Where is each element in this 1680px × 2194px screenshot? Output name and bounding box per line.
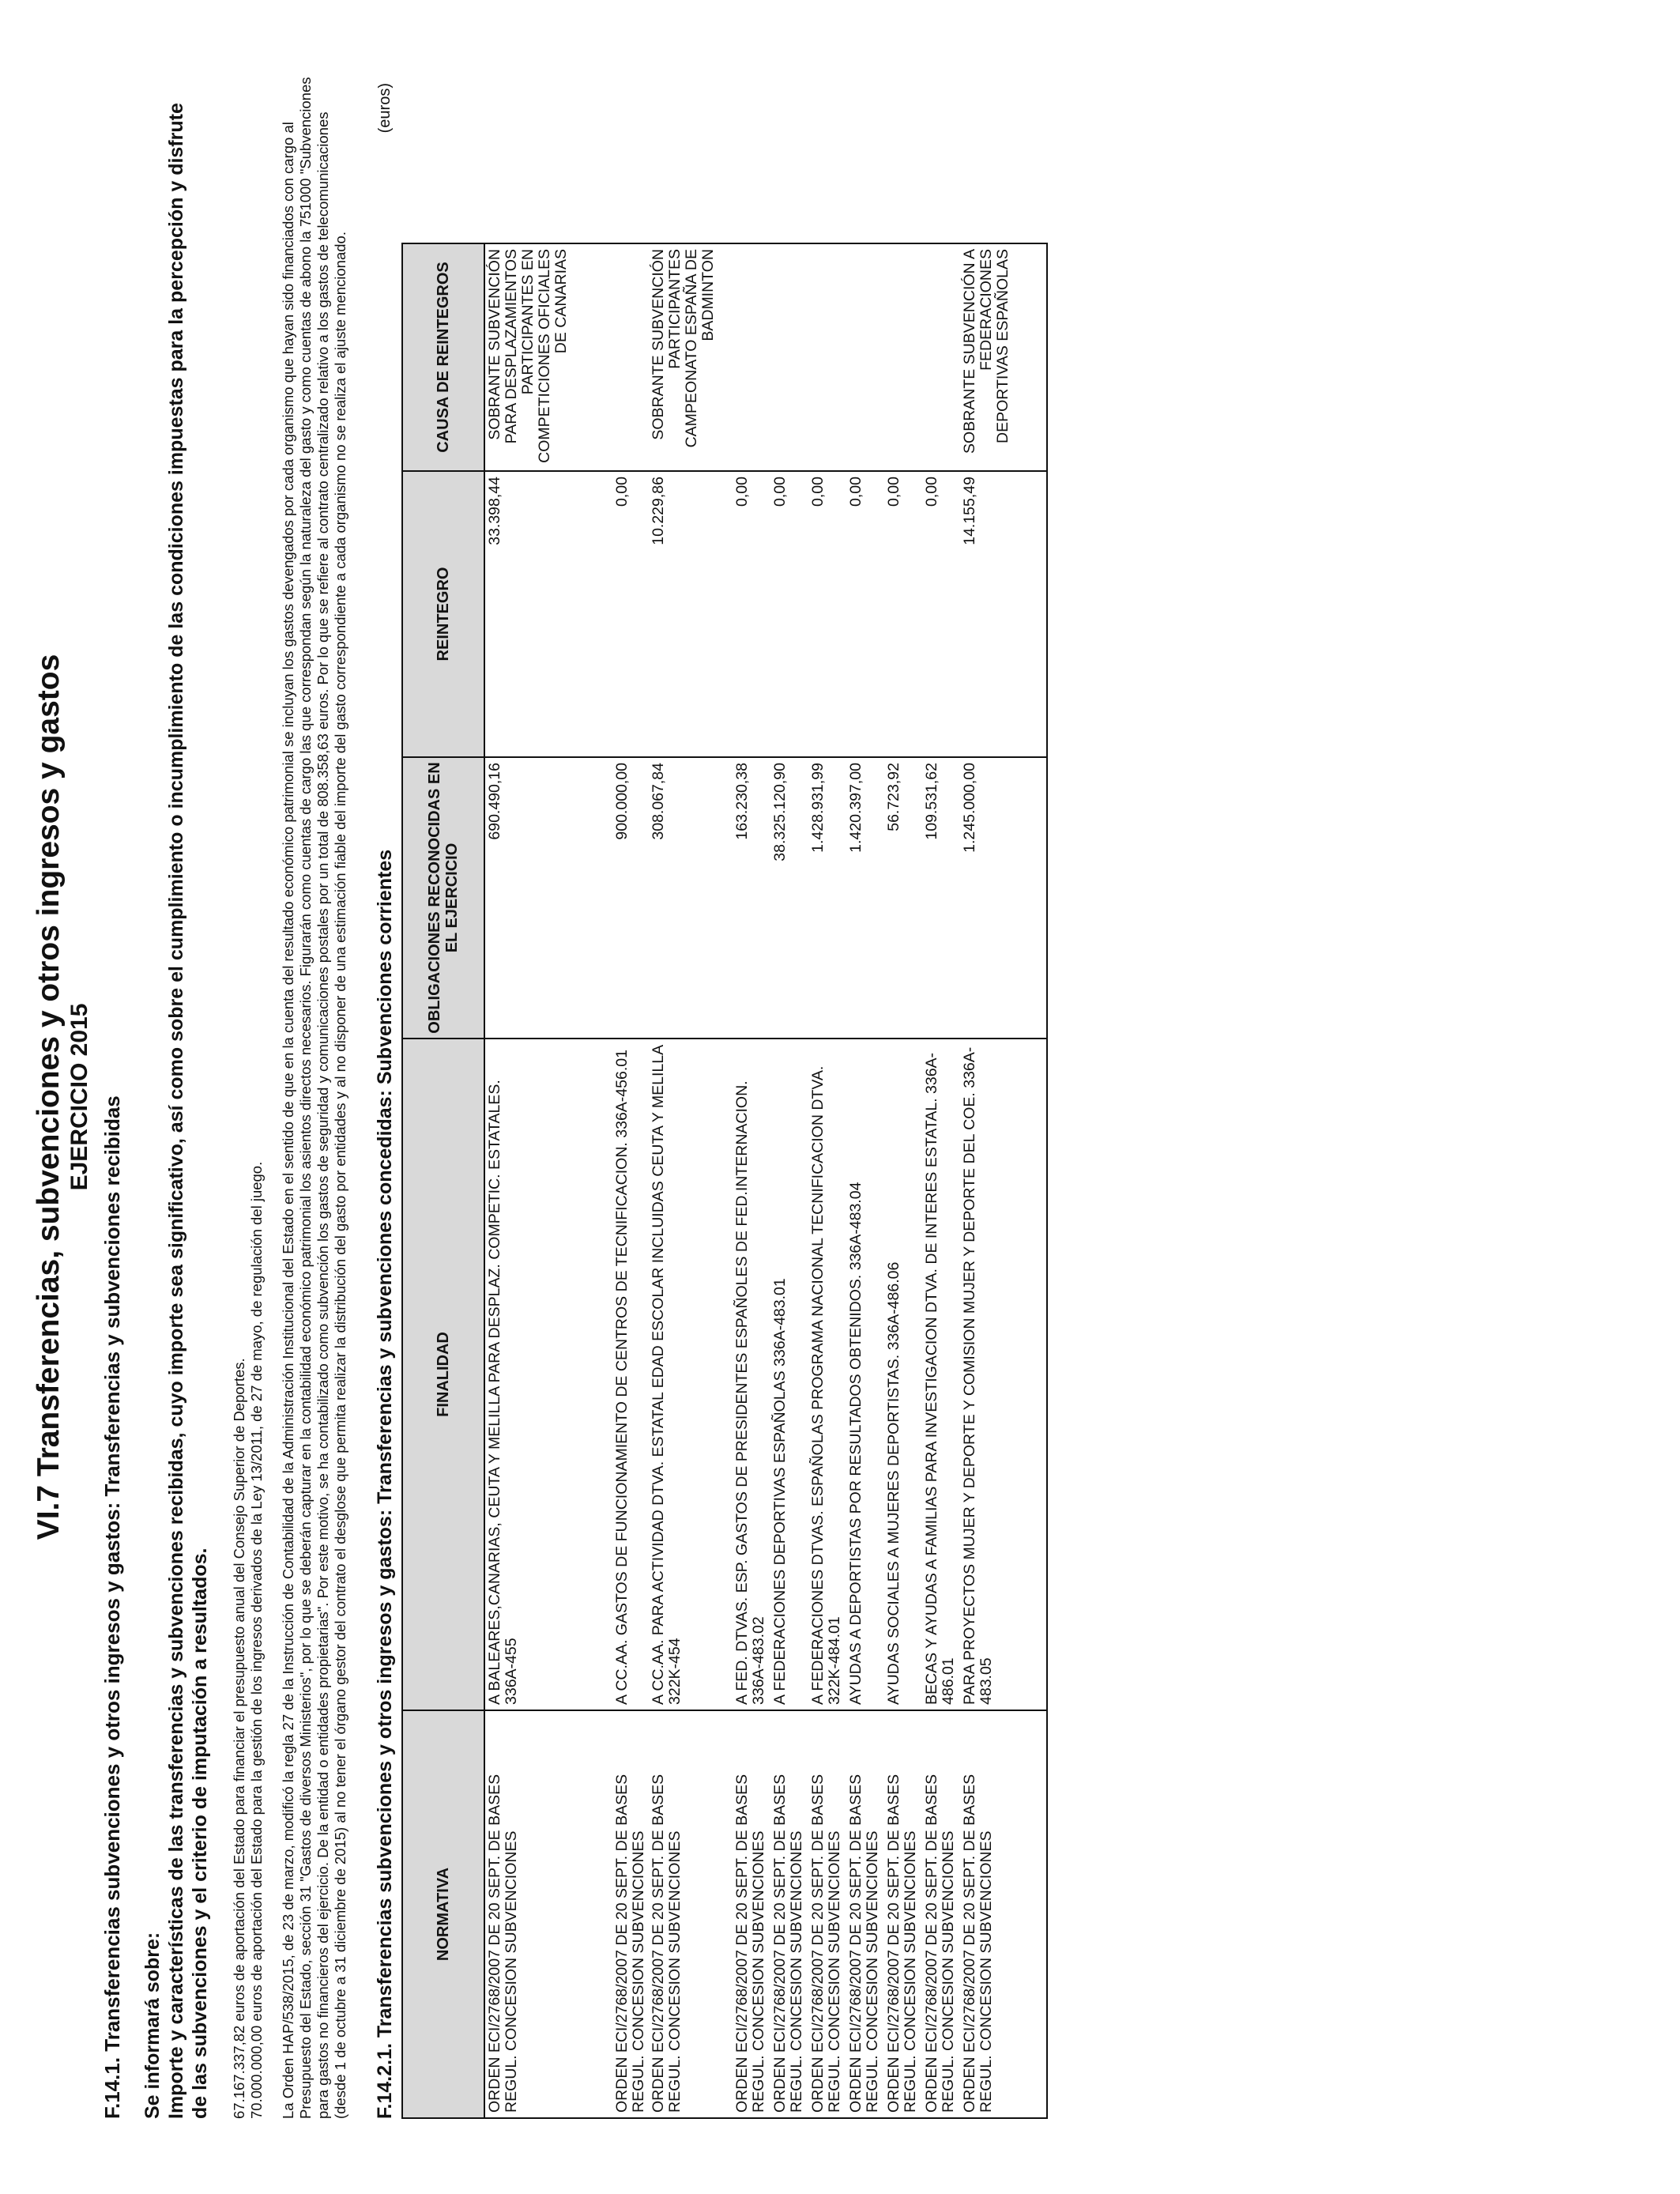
cell-obligaciones: 1.420.397,00 bbox=[846, 757, 884, 1039]
cell-obligaciones: 690.490,16 bbox=[484, 757, 612, 1039]
cell-normativa: ORDEN ECI/2768/2007 DE 20 SEPT. DE BASES REGUL. CONCESION SUBVENCIONES bbox=[960, 1710, 1047, 2118]
cell-reintegro: 0,00 bbox=[846, 471, 884, 757]
cell-normativa: ORDEN ECI/2768/2007 DE 20 SEPT. DE BASES REGUL. CONCESION SUBVENCIONES bbox=[846, 1710, 884, 2118]
cell-causa bbox=[846, 243, 884, 471]
page-subtitle: EJERCICIO 2015 bbox=[66, 1003, 92, 1191]
cell-causa bbox=[733, 243, 770, 471]
table-row bbox=[960, 243, 1047, 2118]
cell-normativa: ORDEN ECI/2768/2007 DE 20 SEPT. DE BASES REGUL. CONCESION SUBVENCIONES bbox=[808, 1710, 846, 2118]
table-row bbox=[649, 243, 733, 2118]
cell-finalidad: AYUDAS SOCIALES A MUJERES DEPORTISTAS. 336A-486.06 bbox=[884, 1039, 922, 1710]
table-row bbox=[808, 243, 846, 2118]
cell-reintegro: 0,00 bbox=[884, 471, 922, 757]
cell-finalidad: BECAS Y AYUDAS A FAMILIAS PARA INVESTIGACION DTVA. DE INTERES ESTATAL. 336A-486.01 bbox=[922, 1039, 960, 1710]
cell-reintegro: 0,00 bbox=[770, 471, 808, 757]
cell-normativa: ORDEN ECI/2768/2007 DE 20 SEPT. DE BASES REGUL. CONCESION SUBVENCIONES bbox=[770, 1710, 808, 2118]
section-heading-f1411: F.14.1. Transferencias subvenciones y otros ingresos y gastos: Transferencias y subvenciones recibidas bbox=[100, 1095, 124, 2119]
cell-reintegro: 0,00 bbox=[612, 471, 649, 757]
page-content bbox=[32, 75, 1048, 2119]
table-row bbox=[846, 243, 884, 2118]
cell-finalidad: A CC.AA. GASTOS DE FUNCIONAMIENTO DE CENTROS DE TECNIFICACION. 336A-456.01 bbox=[612, 1039, 649, 1710]
cell-obligaciones: 1.245.000,00 bbox=[960, 757, 1047, 1039]
cell-normativa: ORDEN ECI/2768/2007 DE 20 SEPT. DE BASES REGUL. CONCESION SUBVENCIONES bbox=[484, 1710, 612, 2118]
header-causa: CAUSA DE REINTEGROS bbox=[402, 243, 484, 471]
cell-finalidad: PARA PROYECTOS MUJER Y DEPORTE Y COMISION MUJER Y DEPORTE DEL COE. 336A-483.05 bbox=[960, 1039, 1047, 1710]
cell-obligaciones: 38.325.120,90 bbox=[770, 757, 808, 1039]
cell-obligaciones: 109.531,62 bbox=[922, 757, 960, 1039]
cell-causa: SOBRANTE SUBVENCIÓN PARA DESPLAZAMIENTOS PARTICIPANTES EN COMPETICIONES OFICIALES DE CANARIAS bbox=[484, 243, 612, 471]
cell-finalidad: A FEDERACIONES DTVAS. ESPAÑOLAS PROGRAMA NACIONAL TECNIFICACION DTVA. 322K-484.01 bbox=[808, 1039, 846, 1710]
cell-reintegro: 0,00 bbox=[922, 471, 960, 757]
cell-obligaciones: 163.230,38 bbox=[733, 757, 770, 1039]
page-title: VI.7 Transferencias, subvenciones y otros ingresos y gastos bbox=[32, 654, 66, 1540]
header-finalidad: FINALIDAD bbox=[402, 1039, 484, 1710]
header-reintegro: REINTEGRO bbox=[402, 471, 484, 757]
cell-causa bbox=[612, 243, 649, 471]
cell-finalidad: A FEDERACIONES DEPORTIVAS ESPAÑOLAS 336A-483.01 bbox=[770, 1039, 808, 1710]
cell-reintegro: 33.398,44 bbox=[484, 471, 612, 757]
aportacion-line-2: 70.000.000,00 euros de aportación del Estado para la gestión de los ingresos derivados de la Ley 13/2011, de 27 de mayo, de regulación del juego. bbox=[248, 1161, 265, 2119]
informa-text: Importe y características de las transferencias y subvenciones recibidas, cuyo importe sea significativo, así como sobre el cumplimiento o incumplimiento de las condiciones impuestas para la percepción y disfrute de las subvenciones y el criterio de imputación a resultados. bbox=[165, 103, 211, 2119]
unit-label: (euros) bbox=[376, 83, 394, 134]
cell-reintegro: 14.155,49 bbox=[960, 471, 1047, 757]
cell-obligaciones: 308.067,84 bbox=[649, 757, 733, 1039]
cell-normativa: ORDEN ECI/2768/2007 DE 20 SEPT. DE BASES REGUL. CONCESION SUBVENCIONES bbox=[612, 1710, 649, 2118]
section-heading-f1421: F.14.2.1. Transferencias subvenciones y otros ingresos y gastos: Transferencias y subvenciones concedidas: Subvenciones corrientes bbox=[374, 849, 396, 2119]
cell-finalidad: A CC.AA. PARA ACTIVIDAD DTVA. ESTATAL EDAD ESCOLAR INCLUIDAS CEUTA Y MELILLA 322K-454 bbox=[649, 1039, 733, 1710]
table-row bbox=[770, 243, 808, 2118]
table-header-row bbox=[402, 243, 484, 2118]
cell-finalidad: A FED. DTVAS. ESP. GASTOS DE PRESIDENTES ESPAÑOLES DE FED.INTERNACION. 336A-483.02 bbox=[733, 1039, 770, 1710]
cell-normativa: ORDEN ECI/2768/2007 DE 20 SEPT. DE BASES REGUL. CONCESION SUBVENCIONES bbox=[884, 1710, 922, 2118]
cell-finalidad: AYUDAS A DEPORTISTAS POR RESULTADOS OBTENIDOS. 336A-483.04 bbox=[846, 1039, 884, 1710]
cell-causa: SOBRANTE SUBVENCIÓN A FEDERACIONES DEPORTIVAS ESPAÑOLAS bbox=[960, 243, 1047, 471]
table-row bbox=[612, 243, 649, 2118]
cell-causa bbox=[884, 243, 922, 471]
table-row bbox=[922, 243, 960, 2118]
informa-label: Se informará sobre: bbox=[141, 1932, 164, 2119]
orden-paragraph: La Orden HAP/538/2015, de 23 de marzo, modificó la regla 27 de la Instrucción de Contabilidad de la Administración Institucional del Estado en el sentido de que en la cuenta del resultado económico patrimonial se incluyan los gastos devengados por cada organismo que hayan sido financiados con cargo al Presupuesto del Estado, sección 31 "Gastos de diversos Ministerios", por lo que se deberán capturar en la contabilidad económico patrimonial los asientos directos necesarios. Figurarán como cuentas de cargo las que correspondan según la naturaleza del gasto y como cuentas de abono la 751000 "Subvenciones para gastos no financieros del ejercicio. De la entidad o entidades propietarias". Por este motivo, se ha contabilizado como subvención los gastos de seguridad y comunicaciones postales por un total de 808.358,63 euros. Por lo que se refiere al contrato centralizado relativo a los gastos de telecomunicaciones (desde 1 de octubre a 31 diciembre de 2015) al no tener el órgano gestor del contrato el desglose que permita realizar la distribución del gasto por entidades y al no disponer de una estimación fiable del importe del gasto correspondiente a cada organismo no se realiza el ajuste mencionado. bbox=[280, 77, 348, 2119]
cell-causa bbox=[770, 243, 808, 471]
cell-reintegro: 0,00 bbox=[733, 471, 770, 757]
cell-finalidad: A BALEARES,CANARIAS, CEUTA Y MELILLA PARA DESPLAZ. COMPETIC. ESTATALES. 336A-455 bbox=[484, 1039, 612, 1710]
cell-normativa: ORDEN ECI/2768/2007 DE 20 SEPT. DE BASES REGUL. CONCESION SUBVENCIONES bbox=[649, 1710, 733, 2118]
cell-reintegro: 0,00 bbox=[808, 471, 846, 757]
table-row bbox=[484, 243, 612, 2118]
subvenciones-table bbox=[401, 243, 1048, 2119]
header-normativa: NORMATIVA bbox=[402, 1710, 484, 2118]
cell-causa bbox=[922, 243, 960, 471]
cell-obligaciones: 1.428.931,99 bbox=[808, 757, 846, 1039]
cell-obligaciones: 56.723,92 bbox=[884, 757, 922, 1039]
cell-obligaciones: 900.000,00 bbox=[612, 757, 649, 1039]
aportacion-line-1: 67.167.337,82 euros de aportación del Estado para financiar el presupuesto anual del Consejo Superior de Deportes. bbox=[231, 1358, 247, 2119]
table-row bbox=[884, 243, 922, 2118]
cell-causa bbox=[808, 243, 846, 471]
cell-reintegro: 10.229,86 bbox=[649, 471, 733, 757]
cell-normativa: ORDEN ECI/2768/2007 DE 20 SEPT. DE BASES REGUL. CONCESION SUBVENCIONES bbox=[922, 1710, 960, 2118]
cell-normativa: ORDEN ECI/2768/2007 DE 20 SEPT. DE BASES REGUL. CONCESION SUBVENCIONES bbox=[733, 1710, 770, 2118]
cell-causa: SOBRANTE SUBVENCIÓN PARTICIPANTES CAMPEONATO ESPAÑA DE BADMINTON bbox=[649, 243, 733, 471]
header-obligaciones: OBLIGACIONES RECONOCIDAS EN EL EJERCICIO bbox=[402, 757, 484, 1039]
table-row bbox=[733, 243, 770, 2118]
